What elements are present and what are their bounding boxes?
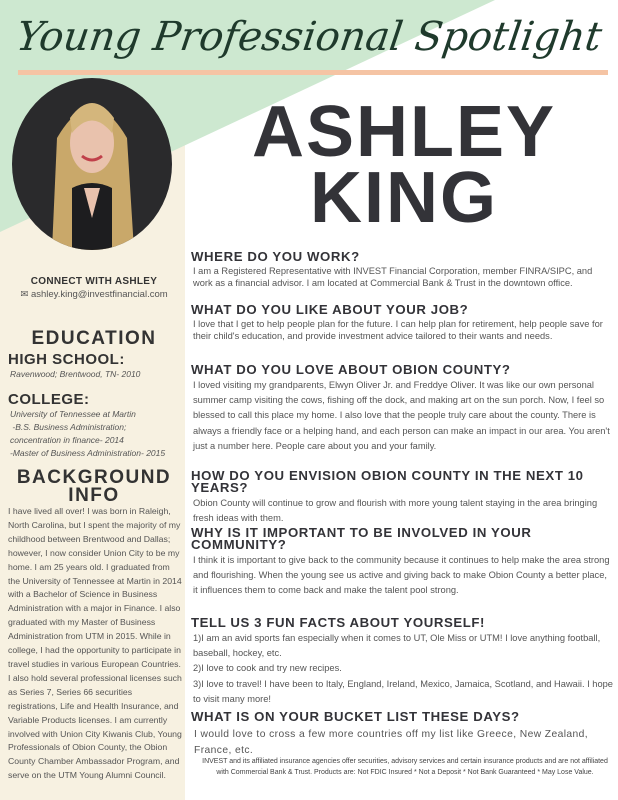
college-line: -Master of Business Administration- 2015 <box>10 448 166 458</box>
last-name: KING <box>310 158 498 238</box>
question-heading: WHAT DO YOU LIKE ABOUT YOUR JOB? <box>191 302 469 317</box>
answer-text: I am a Registered Representative with INVEST Financial Corporation, member FINRA/SIPC, and work as a financial advisor. I am located at Commercial Bank & Trust in the downtown office. <box>193 266 593 288</box>
question-heading: WHAT IS ON YOUR BUCKET LIST THESE DAYS? <box>191 709 520 724</box>
education-heading: EDUCATION <box>31 328 157 349</box>
first-name: ASHLEY <box>251 92 557 172</box>
qa-involved <box>191 527 613 599</box>
college-heading: COLLEGE: <box>8 391 90 408</box>
answer-text: I would love to cross a few more countries off my list like Greece, New Zealand, France, etc. <box>194 729 589 756</box>
contact-heading: CONNECT WITH ASHLEY <box>30 276 158 287</box>
qa-envision <box>191 470 613 526</box>
disclaimer: INVEST and its affiliated insurance agencies offer securities, advisory services and certain insurance products and are not affiliated with Commercial Bank & Trust. Products are: Not FDIC Insured * Not a Deposit * Not Bank Guaranteed * May Lose Value. <box>202 758 608 776</box>
background-section <box>4 469 184 783</box>
answer-text: I think it is important to give back to the community because it continues to help make the area strong and flourishing. When the young see us active and giving back to make Obion County a better place, it influences them to come back and make the talent pool strong. <box>193 555 610 596</box>
fun-fact: 2)I love to cook and try new recipes. <box>193 663 342 674</box>
contact-section <box>4 276 184 300</box>
page-title: Young Professional Spotlight <box>13 14 605 60</box>
answer-text: Obion County will continue to grow and flourish with more young talent staying in the area bringing fresh ideas with them. <box>193 498 598 524</box>
question-heading: HOW DO YOU ENVISION OBION COUNTY IN THE NEXT 10 YEARS? <box>191 468 584 495</box>
college-line: concentration in finance- 2014 <box>10 435 124 445</box>
college-line: -B.S. Business Administration; <box>10 422 127 432</box>
background-heading-2: INFO <box>68 485 120 506</box>
answer-text: I loved visiting my grandparents, Elwyn Oliver Jr. and Freddye Oliver. It was like our own personal summer camp visiting the cows, fishing off the dock, and making art on the sun porch. Now, I feel so blessed to call this place my home. I also love that the people truly care about the county. There is always a friendly face or a helping hand, and each person can make an impact in our area. You aren't just a number here. People care about you and your family. <box>193 380 610 451</box>
high-school-heading: HIGH SCHOOL: <box>8 351 125 368</box>
qa-where-work <box>191 251 613 289</box>
qa-fun-facts <box>191 617 613 707</box>
divider-rule <box>18 70 608 75</box>
fun-fact: 1)I am an avid sports fan especially when it comes to UT, Ole Miss or UTM! I love anything football, baseball, hockey, etc. <box>193 633 601 659</box>
college-line: University of Tennessee at Martin <box>10 409 136 419</box>
qa-bucket-list <box>191 711 613 759</box>
contact-email-row <box>4 289 184 300</box>
background-text: I have lived all over! I was born in Raleigh, North Carolina, but I spent the majority of my childhood between Brentwood and Dallas; however, I now consider Union City to be my home. I am 25 years old. I graduated from the University of Tennessee at Martin in 2014 with a Bachelor of Science in Business Administration with a major in Finance. I also graduated with my Master of Business Administration from UTM in 2015. While in college, I had the opportunity to participate in travel studies in various European Countries. I also hold several professional licenses such as Series 7, Series 66 securities registrations, Life and Health Insurance, and Variable Products licenses. I am currently involved with Union City Kiwanis Club, Young Professionals of Obion County, the Obion County Chamber Ambassador Program, and serve on the UTM Young Alumni Council. <box>8 506 182 781</box>
envelope-icon: ✉ <box>20 289 29 300</box>
question-heading: WHAT DO YOU LOVE ABOUT OBION COUNTY? <box>191 362 511 377</box>
answer-text: I love that I get to help people plan for the future. I can help plan for retirement, help people save for their child's education, and provide investment advice tailored to their wants and needs. <box>193 319 603 341</box>
education-section <box>4 330 184 460</box>
qa-like-job <box>191 304 613 342</box>
question-heading: WHY IS IT IMPORTANT TO BE INVOLVED IN YOUR COMMUNITY? <box>191 525 532 552</box>
background-heading-1: BACKGROUND <box>16 467 172 488</box>
qa-love-obion <box>191 364 613 454</box>
profile-photo <box>12 78 172 250</box>
question-heading: WHERE DO YOU WORK? <box>191 249 360 264</box>
email-link[interactable]: ashley.king@investfinancial.com <box>30 289 168 300</box>
high-school-text: Ravenwood; Brentwood, TN- 2010 <box>10 369 141 379</box>
question-heading: TELL US 3 FUN FACTS ABOUT YOURSELF! <box>191 615 486 630</box>
fun-fact: 3)I love to travel! I have been to Italy, England, Ireland, Mexico, Jamaica, Scotland, and Hawaii. I hope to visit many more! <box>193 678 613 704</box>
